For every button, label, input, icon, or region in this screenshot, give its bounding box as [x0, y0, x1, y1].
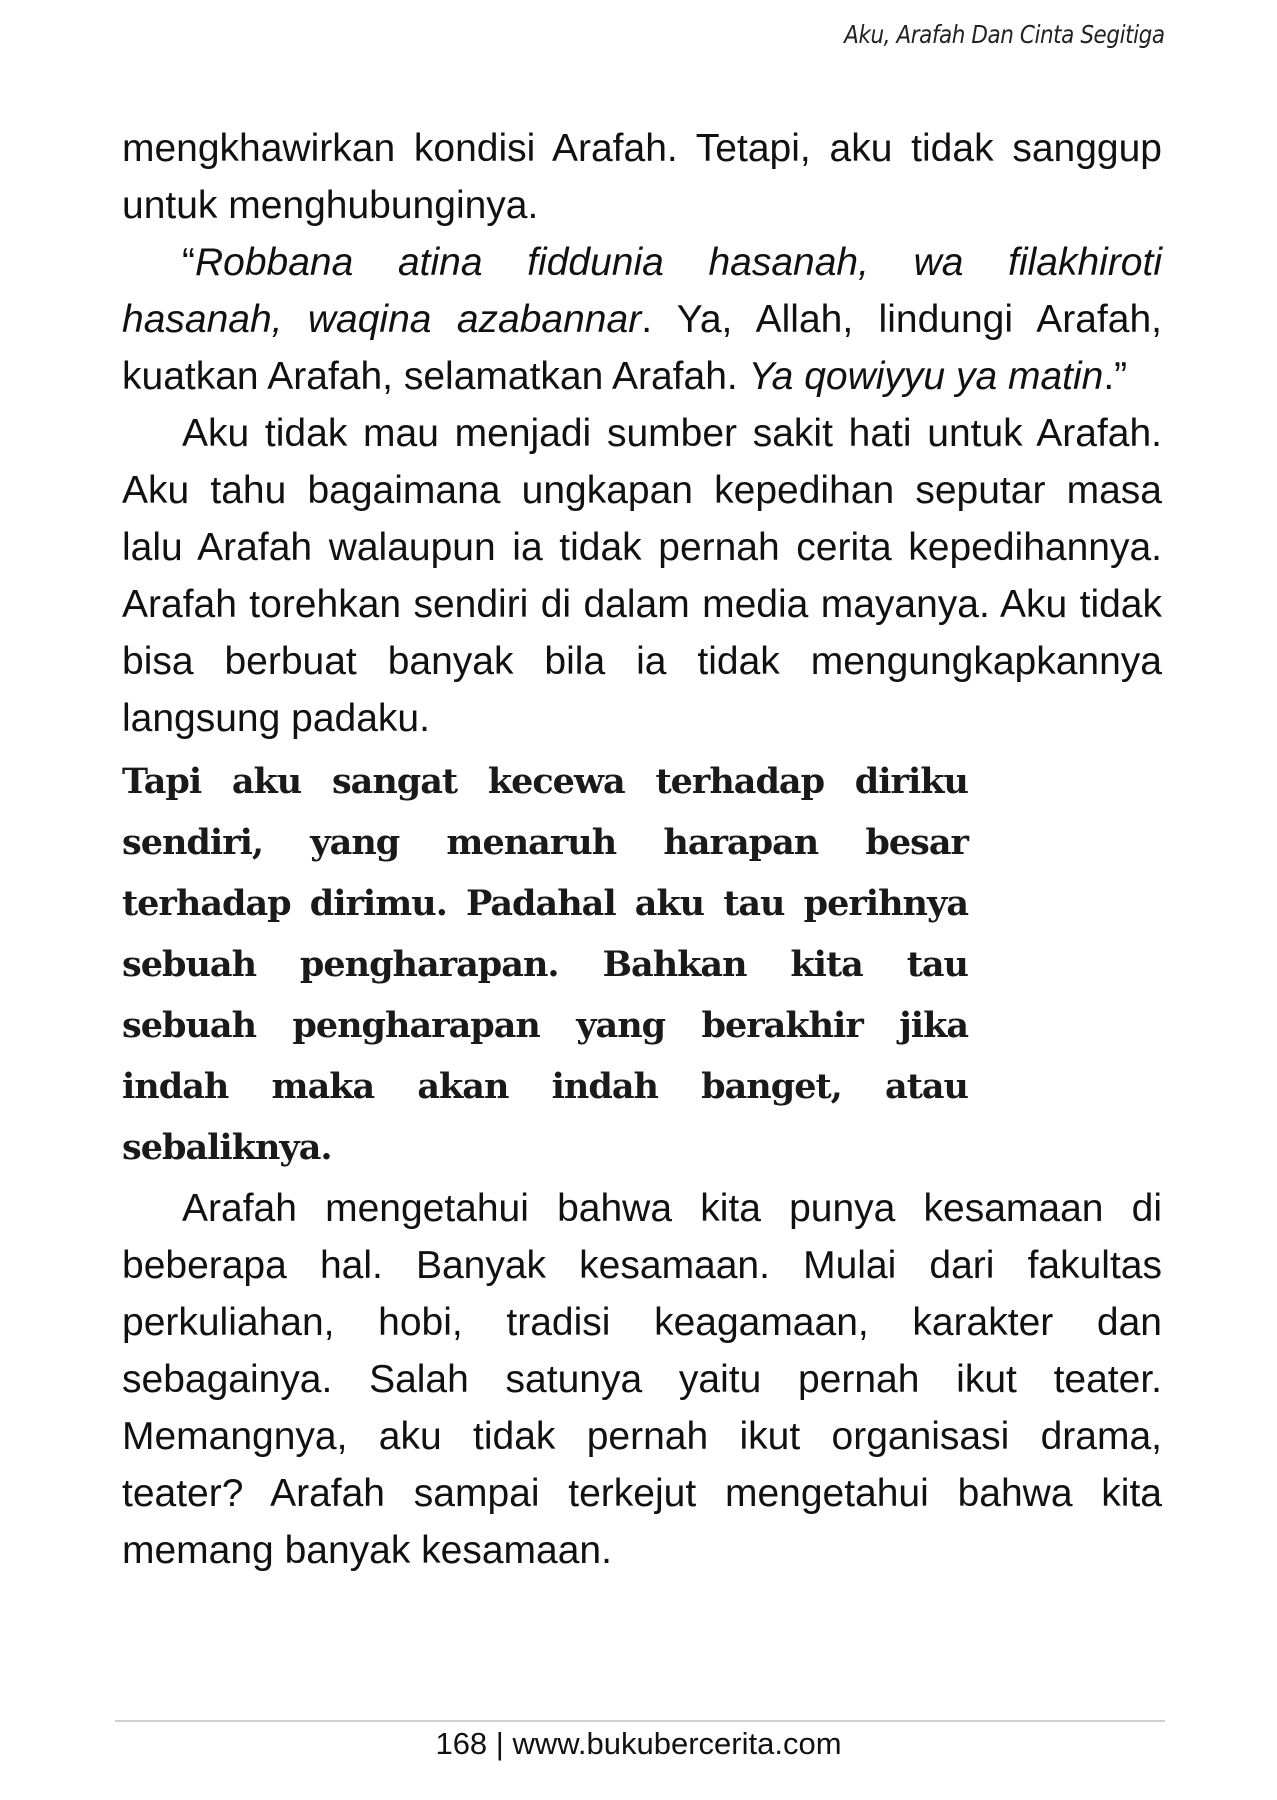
poem-block: Tapi aku sangat kecewa terhadap diriku sendiri, yang menaruh harapan besar terhadap dirimu. Padahal aku tau perihnya sebuah pengharapan. Bahkan kita tau sebuah pengharapan yang berakhir jika indah maka akan indah banget, atau sebaliknya.: [122, 761, 968, 1168]
page-footer: [0, 1726, 1277, 1762]
running-header: Aku, Arafah Dan Cinta Segitiga: [844, 20, 1165, 49]
open-quote: “: [182, 241, 195, 284]
paragraph-3: Aku tidak mau menjadi sumber sakit hati untuk Arafah. Aku tahu bagaimana ungkapan kepedihan seputar masa lalu Arafah walaupun ia tidak pernah cerita kepedihannya. Arafah torehkan sendiri di dalam media mayanya. Aku tidak bisa berbuat banyak bila ia tidak mengungkapkannya langsung padaku.: [122, 412, 1162, 740]
prayer-italic-1: Robbana atina fiddunia hasanah, wa filakhiroti hasanah, waqina azabannar: [122, 241, 1162, 341]
paragraph-4: Arafah mengetahui bahwa kita punya kesamaan di beberapa hal. Banyak kesamaan. Mulai dari fakultas perkuliahan, hobi, tradisi keagamaan, karakter dan sebagainya. Salah satunya yaitu pernah ikut teater. Memangnya, aku tidak pernah ikut organisasi drama, teater? Arafah sampai terkejut mengetahui bahwa kita memang banyak kesamaan.: [122, 1187, 1162, 1572]
prayer-text-2: .”: [1103, 355, 1128, 398]
paragraph-1: mengkhawirkan kondisi Arafah. Tetapi, aku tidak sanggup untuk menghubunginya.: [122, 127, 1162, 227]
footer-divider: [115, 1720, 1165, 1722]
prayer-text-1: . Ya, Allah, lindungi Arafah, kuatkan Arafah, selamatkan Arafah.: [122, 298, 1162, 398]
footer-separator: |: [487, 1726, 513, 1761]
website-link[interactable]: www.bukubercerita.com: [512, 1726, 842, 1761]
paragraph-2-prayer: [122, 234, 1162, 405]
page-number: 168: [435, 1726, 488, 1761]
page-body: [122, 120, 1162, 1579]
prayer-italic-2: Ya qowiyyu ya matin: [748, 355, 1104, 398]
